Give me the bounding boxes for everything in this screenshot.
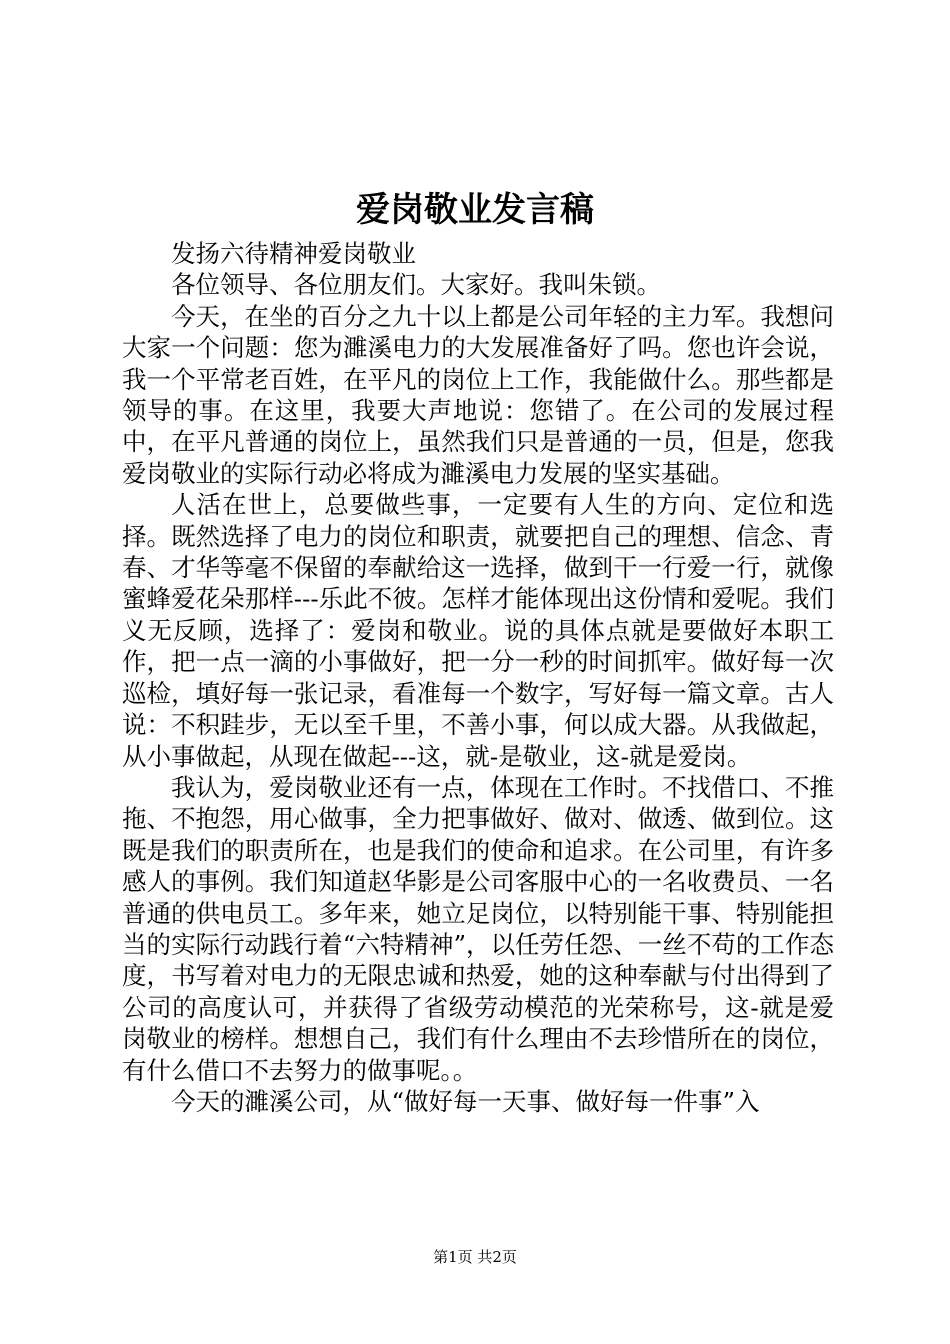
- body-paragraph: 今天的濉溪公司，从“做好每一天事、做好每一件事”入: [171, 1086, 760, 1116]
- body-paragraph: 我认为，爱岗敬业还有一点，体现在工作时。不找借口、不推拖、不抱怨，用心做事，全力把事做好、做对、做透、做到位。这既是我们的职责所在，也是我们的使命和追求。在公司里，有许多感人的事例。我们知道赵华影是公司客服中心的一名收费员、一名普通的供电员工。多年来，她立足岗位，以特别能干事、特别能担当的实际行动践行着“六特精神”，以任劳任怨、一丝不苟的工作态度，书写着对电力的无限忠诚和热爱，她的这种奉献与付出得到了公司的高度认可，并获得了省级劳动模范的光荣称号，这-就是爱岗敬业的榜样。想想自己，我们有什么理由不去珍惜所在的岗位，有什么借口不去努力的做事呢。。: [122, 772, 834, 1085]
- greeting-paragraph: 各位领导、各位朋友们。大家好。我叫朱锁。: [171, 270, 661, 300]
- document-title: 爱岗敬业发言稿: [356, 190, 594, 230]
- body-paragraph: 今天，在坐的百分之九十以上都是公司年轻的主力军。我想问大家一个问题：您为濉溪电力的大发展准备好了吗。您也许会说，我一个平常老百姓，在平凡的岗位上工作，我能做什么。那些都是领导的事。在这里，我要大声地说：您错了。在公司的发展过程中，在平凡普通的岗位上，虽然我们只是普通的一员，但是，您我爱岗敬业的实际行动必将成为濉溪电力发展的坚实基础。: [122, 301, 834, 488]
- body-paragraph: 人活在世上，总要做些事，一定要有人生的方向、定位和选择。既然选择了电力的岗位和职责，就要把自己的理想、信念、青春、才华等毫不保留的奉献给这一选择，做到干一行爱一行，就像蜜蜂爱花朵那样---乐此不彼。怎样才能体现出这份情和爱呢。我们义无反顾，选择了：爱岗和敬业。说的具体点就是要做好本职工作，把一点一滴的小事做好，把一分一秒的时间抓牢。做好每一次巡检，填好每一张记录，看准每一个数字，写好每一篇文章。古人说：不积跬步，无以至千里，不善小事，何以成大器。从我做起，从小事做起，从现在做起---这，就-是敬业，这-就是爱岗。: [122, 490, 834, 771]
- subtitle-paragraph: 发扬六待精神爱岗敬业: [171, 239, 416, 268]
- document-body: [122, 238, 834, 1117]
- page-number-footer: 第1页 共2页: [433, 1248, 517, 1266]
